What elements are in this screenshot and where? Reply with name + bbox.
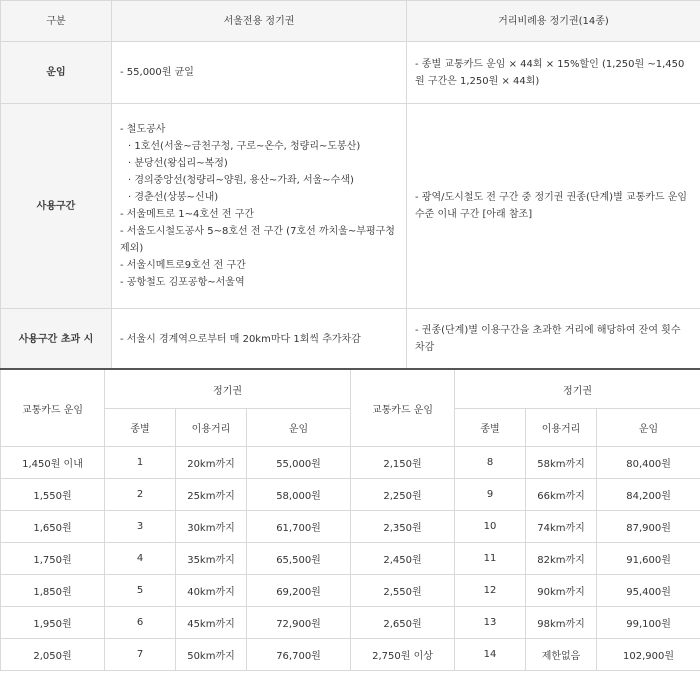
table-row <box>1 511 700 543</box>
grade-fare-cell: 80,400원 <box>597 447 700 479</box>
range-item: · 1호선(서울~금천구청, 구로~온수, 청량리~도봉산) <box>128 141 361 152</box>
grade-card-cell: 2,550원 <box>351 575 455 607</box>
range-item: - 공항철도 김포공항~서울역 <box>120 277 245 288</box>
grade-distance-cell: 35km까지 <box>176 543 247 575</box>
range-item: - 철도공사 <box>120 124 166 135</box>
table-row <box>1 479 700 511</box>
table-row <box>1 543 700 575</box>
grade-type-cell: 9 <box>455 479 526 511</box>
grade-header-row <box>1 369 700 409</box>
range-item: - 서울도시철도공사 5~8호선 전 구간 (7호선 까치울~부평구청 제외) <box>120 226 395 254</box>
grade-card-cell: 1,850원 <box>1 575 105 607</box>
grade-distance-cell: 25km까지 <box>176 479 247 511</box>
grade-card-cell: 1,950원 <box>1 607 105 639</box>
grade-card-cell: 1,650원 <box>1 511 105 543</box>
grade-card-cell: 2,250원 <box>351 479 455 511</box>
grade-subheader-row <box>1 409 700 447</box>
range-item: - 서울시메트로9호선 전 구간 <box>120 260 246 271</box>
grade-card-cell: 2,450원 <box>351 543 455 575</box>
range-item: - 서울메트로 1~4호선 전 구간 <box>120 209 255 220</box>
grade-distance-cell: 58km까지 <box>526 447 597 479</box>
grade-distance-cell: 제한없음 <box>526 639 597 671</box>
grade-type-cell: 13 <box>455 607 526 639</box>
grade-distance-cell: 66km까지 <box>526 479 597 511</box>
fare-row-label: 운임 <box>1 42 112 104</box>
grade-distance-cell: 40km까지 <box>176 575 247 607</box>
grade-fare-cell: 61,700원 <box>247 511 351 543</box>
grade-distance-cell: 20km까지 <box>176 447 247 479</box>
seoul-pass-header: 서울전용 정기권 <box>112 1 407 42</box>
grade-type-cell: 8 <box>455 447 526 479</box>
grade-card-cell: 2,050원 <box>1 639 105 671</box>
over-range-label: 사용구간 초과 시 <box>1 309 112 370</box>
grade-fare-cell: 87,900원 <box>597 511 700 543</box>
table-row <box>1 575 700 607</box>
grade-card-cell: 2,150원 <box>351 447 455 479</box>
distance-over-text: - 권종(단계)별 이용구간을 초과한 거리에 해당하여 잔여 횟수 차감 <box>415 325 681 353</box>
fare-header: 운임 <box>247 409 351 447</box>
grade-card-cell: 1,450원 이내 <box>1 447 105 479</box>
card-fare-header-right: 교통카드 운임 <box>351 369 455 447</box>
grade-fare-cell: 69,200원 <box>247 575 351 607</box>
distance-range-cell <box>407 104 700 309</box>
grade-card-cell: 1,550원 <box>1 479 105 511</box>
fare-header: 운임 <box>597 409 700 447</box>
grade-type-cell: 3 <box>105 511 176 543</box>
range-item: · 경춘선(상봉~신내) <box>128 192 219 203</box>
grade-card-cell: 1,750원 <box>1 543 105 575</box>
grade-type-cell: 12 <box>455 575 526 607</box>
grade-distance-cell: 98km까지 <box>526 607 597 639</box>
seoul-over-cell <box>112 309 407 370</box>
pass-header-right: 정기권 <box>455 369 700 409</box>
grade-card-cell: 2,750원 이상 <box>351 639 455 671</box>
grade-distance-cell: 74km까지 <box>526 511 597 543</box>
grade-fare-cell: 95,400원 <box>597 575 700 607</box>
grade-fare-cell: 65,500원 <box>247 543 351 575</box>
grade-type-cell: 4 <box>105 543 176 575</box>
table-row <box>1 447 700 479</box>
grade-type-cell: 6 <box>105 607 176 639</box>
comparison-header-row <box>1 1 700 42</box>
grade-type-cell: 10 <box>455 511 526 543</box>
pass-header-left: 정기권 <box>105 369 351 409</box>
table-row <box>1 639 700 671</box>
type-header: 종별 <box>105 409 176 447</box>
grade-fare-cell: 72,900원 <box>247 607 351 639</box>
seoul-range-cell <box>112 104 407 309</box>
grade-type-cell: 14 <box>455 639 526 671</box>
grade-fare-cell: 55,000원 <box>247 447 351 479</box>
usage-range-row <box>1 104 700 309</box>
range-item: · 경의중앙선(청량리~양원, 용산~가좌, 서울~수색) <box>128 175 354 186</box>
grade-distance-cell: 50km까지 <box>176 639 247 671</box>
grade-type-cell: 5 <box>105 575 176 607</box>
grade-type-cell: 11 <box>455 543 526 575</box>
distance-header: 이용거리 <box>526 409 597 447</box>
distance-header: 이용거리 <box>176 409 247 447</box>
distance-range-text: - 광역/도시철도 전 구간 중 정기권 권종(단계)별 교통카드 운임수준 이내 구간 [아래 참조] <box>415 192 688 220</box>
grade-fare-cell: 91,600원 <box>597 543 700 575</box>
grade-fare-cell: 58,000원 <box>247 479 351 511</box>
grade-fare-cell: 99,100원 <box>597 607 700 639</box>
grade-card-cell: 2,350원 <box>351 511 455 543</box>
distance-pass-header: 거리비례용 정기권(14종) <box>407 1 700 42</box>
category-header: 구분 <box>1 1 112 42</box>
distance-over-cell <box>407 309 700 370</box>
seoul-fare-text: - 55,000원 균일 <box>120 67 194 78</box>
grade-distance-cell: 90km까지 <box>526 575 597 607</box>
usage-range-label: 사용구간 <box>1 104 112 309</box>
grade-type-cell: 7 <box>105 639 176 671</box>
fare-grade-table <box>0 368 700 671</box>
table-row <box>1 607 700 639</box>
grade-type-cell: 2 <box>105 479 176 511</box>
grade-distance-cell: 45km까지 <box>176 607 247 639</box>
type-header: 종별 <box>455 409 526 447</box>
distance-fare-cell <box>407 42 700 104</box>
grade-fare-cell: 102,900원 <box>597 639 700 671</box>
range-item: · 분당선(왕십리~복정) <box>128 158 228 169</box>
grade-distance-cell: 30km까지 <box>176 511 247 543</box>
grade-card-cell: 2,650원 <box>351 607 455 639</box>
seoul-over-text: - 서울시 경계역으로부터 매 20km마다 1회씩 추가차감 <box>120 333 361 345</box>
over-range-row <box>1 309 700 370</box>
fare-row <box>1 42 700 104</box>
grade-type-cell: 1 <box>105 447 176 479</box>
grade-body <box>1 447 700 671</box>
grade-fare-cell: 84,200원 <box>597 479 700 511</box>
distance-fare-text: - 종별 교통카드 운임 × 44회 × 15%할인 (1,250원 ~1,450원 구간은 1,250원 × 44회) <box>415 58 685 87</box>
grade-distance-cell: 82km까지 <box>526 543 597 575</box>
grade-fare-cell: 76,700원 <box>247 639 351 671</box>
seoul-fare-cell <box>112 42 407 104</box>
card-fare-header-left: 교통카드 운임 <box>1 369 105 447</box>
